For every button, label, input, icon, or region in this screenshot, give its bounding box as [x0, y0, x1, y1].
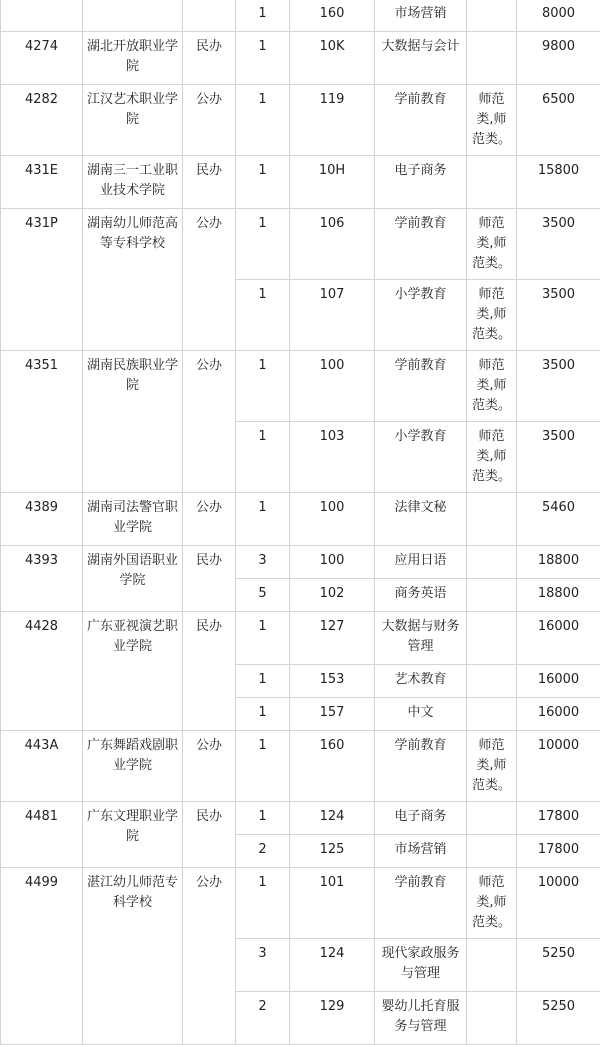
major-name-cell: 学前教育	[375, 85, 467, 156]
table-row	[1, 85, 600, 156]
fee-cell: 3500	[517, 422, 600, 493]
table-row	[1, 546, 600, 579]
major-code-cell: 102	[290, 579, 375, 612]
school-type-cell: 民办	[183, 612, 236, 731]
fee-cell: 5460	[517, 493, 600, 546]
plan-count-cell: 1	[236, 280, 290, 351]
school-name-cell: 湖南司法警官职业学院	[83, 493, 183, 546]
major-name-cell: 学前教育	[375, 209, 467, 280]
school-name-cell: 湖南三一工业职业技术学院	[83, 156, 183, 209]
major-code-cell: 10K	[290, 32, 375, 85]
fee-cell: 3500	[517, 209, 600, 280]
plan-count-cell: 1	[236, 85, 290, 156]
school-type-cell	[183, 0, 236, 32]
fee-cell: 17800	[517, 835, 600, 868]
plan-count-cell: 1	[236, 802, 290, 835]
plan-count-cell: 1	[236, 209, 290, 280]
table-row	[1, 156, 600, 209]
school-name-cell: 江汉艺术职业学院	[83, 85, 183, 156]
school-name-cell: 湖南幼儿师范高等专科学校	[83, 209, 183, 351]
school-type-cell: 公办	[183, 868, 236, 1045]
major-name-cell: 应用日语	[375, 546, 467, 579]
major-code-cell: 124	[290, 939, 375, 992]
school-code-cell: 4282	[1, 85, 83, 156]
note-cell: 师范类,师范类。	[467, 85, 517, 156]
plan-count-cell: 1	[236, 0, 290, 32]
major-code-cell: 100	[290, 546, 375, 579]
note-cell: 师范类,师范类。	[467, 868, 517, 939]
note-cell	[467, 992, 517, 1045]
school-code-cell: 431P	[1, 209, 83, 351]
school-type-cell: 民办	[183, 802, 236, 868]
plan-count-cell: 1	[236, 493, 290, 546]
major-code-cell: 100	[290, 493, 375, 546]
major-name-cell: 市场营销	[375, 0, 467, 32]
major-name-cell: 小学教育	[375, 280, 467, 351]
major-code-cell: 100	[290, 351, 375, 422]
fee-cell: 5250	[517, 939, 600, 992]
major-name-cell: 市场营销	[375, 835, 467, 868]
plan-count-cell: 3	[236, 939, 290, 992]
fee-cell: 16000	[517, 612, 600, 665]
school-type-cell: 公办	[183, 351, 236, 493]
fee-cell: 18800	[517, 546, 600, 579]
plan-count-cell: 3	[236, 546, 290, 579]
school-code-cell: 443A	[1, 731, 83, 802]
school-type-cell: 公办	[183, 85, 236, 156]
note-cell	[467, 835, 517, 868]
note-cell: 师范类,师范类。	[467, 731, 517, 802]
plan-count-cell: 1	[236, 351, 290, 422]
plan-count-cell: 1	[236, 698, 290, 731]
major-code-cell: 157	[290, 698, 375, 731]
plan-count-cell: 1	[236, 612, 290, 665]
table-row	[1, 32, 600, 85]
plan-count-cell: 1	[236, 868, 290, 939]
school-type-cell: 公办	[183, 493, 236, 546]
fee-cell: 18800	[517, 579, 600, 612]
major-code-cell: 106	[290, 209, 375, 280]
school-code-cell: 4389	[1, 493, 83, 546]
major-name-cell: 学前教育	[375, 868, 467, 939]
major-code-cell: 107	[290, 280, 375, 351]
school-code-cell: 4481	[1, 802, 83, 868]
major-code-cell: 103	[290, 422, 375, 493]
table-row	[1, 493, 600, 546]
school-name-cell: 湖南外国语职业学院	[83, 546, 183, 612]
fee-cell: 15800	[517, 156, 600, 209]
major-code-cell: 10H	[290, 156, 375, 209]
major-name-cell: 艺术教育	[375, 665, 467, 698]
school-code-cell	[1, 0, 83, 32]
school-name-cell: 广东舞蹈戏剧职业学院	[83, 731, 183, 802]
table-row	[1, 731, 600, 802]
school-code-cell: 431E	[1, 156, 83, 209]
table-row	[1, 209, 600, 280]
note-cell	[467, 939, 517, 992]
school-name-cell	[83, 0, 183, 32]
fee-cell: 9800	[517, 32, 600, 85]
major-name-cell: 学前教育	[375, 731, 467, 802]
fee-cell: 3500	[517, 351, 600, 422]
major-code-cell: 160	[290, 0, 375, 32]
major-name-cell: 电子商务	[375, 802, 467, 835]
plan-count-cell: 1	[236, 32, 290, 85]
major-name-cell: 婴幼儿托育服务与管理	[375, 992, 467, 1045]
major-code-cell: 153	[290, 665, 375, 698]
major-name-cell: 现代家政服务与管理	[375, 939, 467, 992]
school-name-cell: 湛江幼儿师范专科学校	[83, 868, 183, 1045]
note-cell	[467, 579, 517, 612]
fee-cell: 10000	[517, 731, 600, 802]
major-name-cell: 大数据与会计	[375, 32, 467, 85]
table-row	[1, 868, 600, 939]
school-name-cell: 湖南民族职业学院	[83, 351, 183, 493]
major-name-cell: 小学教育	[375, 422, 467, 493]
plan-count-cell: 2	[236, 835, 290, 868]
major-code-cell: 127	[290, 612, 375, 665]
table-row	[1, 612, 600, 665]
major-code-cell: 101	[290, 868, 375, 939]
major-code-cell: 124	[290, 802, 375, 835]
fee-cell: 3500	[517, 280, 600, 351]
note-cell	[467, 0, 517, 32]
major-code-cell: 125	[290, 835, 375, 868]
table-row	[1, 0, 600, 32]
note-cell	[467, 156, 517, 209]
plan-count-cell: 1	[236, 665, 290, 698]
school-code-cell: 4428	[1, 612, 83, 731]
note-cell: 师范类,师范类。	[467, 422, 517, 493]
plan-count-cell: 2	[236, 992, 290, 1045]
fee-cell: 17800	[517, 802, 600, 835]
school-type-cell: 公办	[183, 209, 236, 351]
school-type-cell: 民办	[183, 546, 236, 612]
note-cell	[467, 802, 517, 835]
major-code-cell: 119	[290, 85, 375, 156]
fee-cell: 16000	[517, 698, 600, 731]
fee-cell: 10000	[517, 868, 600, 939]
fee-cell: 6500	[517, 85, 600, 156]
major-code-cell: 160	[290, 731, 375, 802]
school-name-cell: 广东文理职业学院	[83, 802, 183, 868]
school-type-cell: 民办	[183, 32, 236, 85]
major-name-cell: 电子商务	[375, 156, 467, 209]
school-code-cell: 4499	[1, 868, 83, 1045]
plan-count-cell: 1	[236, 731, 290, 802]
school-type-cell: 公办	[183, 731, 236, 802]
table-row	[1, 351, 600, 422]
school-type-cell: 民办	[183, 156, 236, 209]
major-name-cell: 法律文秘	[375, 493, 467, 546]
note-cell	[467, 665, 517, 698]
major-code-cell: 129	[290, 992, 375, 1045]
note-cell: 师范类,师范类。	[467, 209, 517, 280]
school-code-cell: 4393	[1, 546, 83, 612]
major-name-cell: 商务英语	[375, 579, 467, 612]
school-code-cell: 4274	[1, 32, 83, 85]
school-code-cell: 4351	[1, 351, 83, 493]
major-name-cell: 中文	[375, 698, 467, 731]
fee-cell: 16000	[517, 665, 600, 698]
note-cell: 师范类,师范类。	[467, 351, 517, 422]
major-name-cell: 大数据与财务管理	[375, 612, 467, 665]
note-cell: 师范类,师范类。	[467, 280, 517, 351]
school-name-cell: 广东亚视演艺职业学院	[83, 612, 183, 731]
plan-count-cell: 1	[236, 156, 290, 209]
fee-cell: 5250	[517, 992, 600, 1045]
fee-cell: 8000	[517, 0, 600, 32]
note-cell	[467, 32, 517, 85]
note-cell	[467, 698, 517, 731]
note-cell	[467, 546, 517, 579]
school-name-cell: 湖北开放职业学院	[83, 32, 183, 85]
note-cell	[467, 612, 517, 665]
plan-count-cell: 5	[236, 579, 290, 612]
major-name-cell: 学前教育	[375, 351, 467, 422]
table-row	[1, 802, 600, 835]
note-cell	[467, 493, 517, 546]
plan-count-cell: 1	[236, 422, 290, 493]
